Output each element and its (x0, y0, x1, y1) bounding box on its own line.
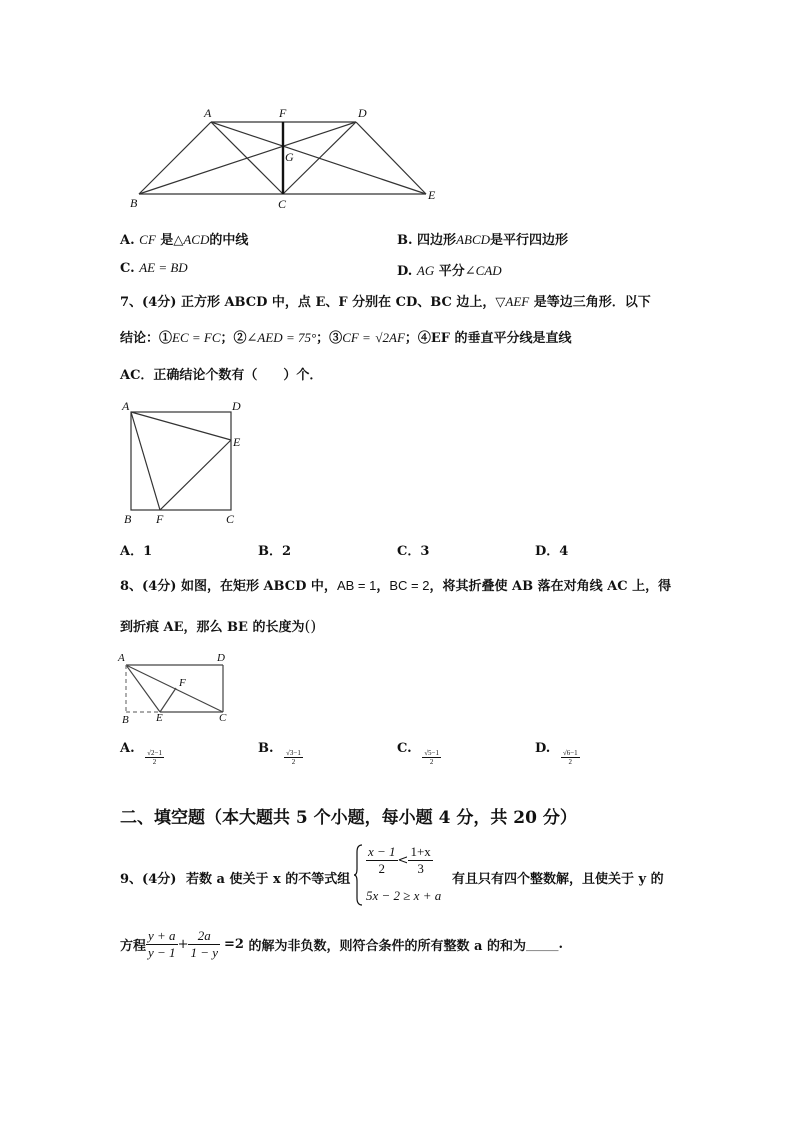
q8-line-ae (126, 665, 160, 712)
q9-brace (354, 844, 364, 906)
q7-line1-math: ▽AEF (495, 294, 530, 309)
q9-answer-blank[interactable]: _____ (525, 937, 559, 952)
q6-opt-c-math: AE = BD (139, 260, 188, 275)
q9-ineq1-den-l: 2 (378, 861, 386, 876)
fig1-label-e: E (428, 188, 436, 202)
q9-pre: 若数 a 使关于 x 的不等式组 (186, 872, 351, 887)
q8-option-c[interactable] (397, 741, 441, 766)
q9-line-2 (120, 928, 563, 961)
fig1-label-f: F (279, 106, 287, 120)
q8-line1-a: 如图，在矩形 ABCD 中， (180, 579, 337, 594)
q8-option-b[interactable] (258, 741, 303, 766)
q9-eq-num1: y + a (148, 928, 176, 943)
q8-opt-den: 2 (568, 758, 573, 766)
q7-opt-value: 3 (420, 544, 430, 559)
q6-opt-a-letter: A. (120, 233, 135, 248)
q8-fig-label-a: A (118, 652, 125, 664)
q8-opt-den: 2 (291, 758, 296, 766)
q8-option-d[interactable] (535, 741, 580, 766)
q9-line2-pre: 方程 (120, 939, 147, 954)
q8-sep: ， (376, 579, 390, 594)
q8-m2: BC = 2 (389, 578, 430, 593)
q8-fig-label-c: C (219, 712, 227, 724)
q7-line2-m3a: CF = (342, 330, 371, 345)
q7-fig-label-e: E (233, 435, 241, 449)
q8-fig-label-b: B (122, 714, 129, 726)
q8-option-a[interactable] (120, 741, 164, 766)
q7-line1-a: 正方形 ABCD 中，点 E、F 分别在 CD、BC 边上， (180, 295, 496, 310)
q9-eq-den2: 1 − y (190, 945, 219, 960)
q7-opt-letter: D． (535, 544, 560, 559)
q8-opt-a-fraction (145, 749, 164, 766)
fig1-label-a: A (204, 106, 212, 120)
q8-opt-num: √2−1 (147, 749, 162, 757)
q6-opt-c-letter: C. (120, 261, 135, 276)
fig1-label-b: B (130, 196, 138, 210)
q6-opt-a-mid: 是 (160, 233, 174, 248)
q6-opt-b-math: ABCD (456, 232, 491, 247)
q8-opt-c-fraction (422, 749, 441, 766)
q6-opt-d-mid: 平分 (438, 264, 465, 279)
q9-ineq1 (366, 844, 433, 877)
q7-line2-m1: EC = FC (172, 330, 221, 345)
q8-line-ef (160, 688, 176, 712)
fig1-label-d: D (358, 106, 367, 120)
q9-number: 9、(4分) (120, 872, 177, 887)
fig1-label-g: G (285, 150, 294, 164)
q8-line-ac (126, 665, 223, 712)
q8-line2: 到折痕 AE，那么 BE 的长度为 (120, 620, 305, 635)
q8-line1-b: ，将其折叠使 AB 落在对角线 AC 上，得 (429, 579, 672, 594)
q7-fig-label-a: A (122, 399, 130, 413)
q6-opt-d-math2: ∠CAD (464, 263, 502, 278)
q8-opt-den: 2 (152, 758, 157, 766)
q7-fig-label-d: D (232, 399, 241, 413)
q8-opt-num: √3−1 (286, 749, 301, 757)
q9-eq-plus: + (177, 937, 189, 952)
q7-opt-letter: B． (258, 544, 282, 559)
q9-end: . (558, 937, 564, 952)
q8-fig-label-d: D (217, 652, 225, 664)
q9-ineq1-num-r: 1+x (410, 844, 431, 859)
q7-line1-b: 是等边三角形．以下 (533, 295, 651, 310)
q8-m1: AB = 1 (336, 578, 377, 593)
q7-opt-value: 4 (559, 544, 569, 559)
q7-opt-letter: A． (120, 544, 144, 559)
q6-opt-d-letter: D. (397, 264, 413, 279)
q9-eq-den1: y − 1 (148, 945, 176, 960)
q8-fig-label-e: E (156, 712, 163, 724)
q7-opt-value: 1 (143, 544, 153, 559)
q6-opt-b-letter: B. (397, 233, 413, 248)
q6-opt-d-math: AG (416, 263, 435, 278)
q8-fig-label-f: F (179, 677, 186, 689)
q6-opt-b-pre: 四边形 (417, 233, 457, 248)
q9-post: 有且只有四个整数解，且使关于 y 的 (452, 872, 664, 887)
q6-opt-b-tail: 是平行四边形 (490, 233, 569, 248)
q8-opt-b-fraction (284, 749, 303, 766)
q8-opt-d-fraction (561, 749, 580, 766)
q8-opt-letter: C. (397, 741, 412, 756)
q7-fig-label-b: B (124, 512, 132, 526)
q7-opt-letter: C． (397, 544, 421, 559)
q9-eq-eq: =2 (224, 937, 244, 952)
q7-opt-value: 2 (282, 544, 292, 559)
q9-ineq1-op: < (397, 853, 409, 868)
q8-opt-letter: D. (535, 741, 551, 756)
q7-fig-label-f: F (156, 512, 164, 526)
q9-line2-post: 的解为非负数，则符合条件的所有整数 a 的和为 (248, 939, 526, 954)
q8-opt-num: √5−1 (424, 749, 439, 757)
q8-opt-num: √6−1 (562, 749, 578, 757)
q6-opt-a-math: CF (139, 232, 156, 247)
fig1-label-c: C (278, 197, 287, 211)
q6-opt-a-math2: △ACD (173, 232, 210, 247)
q7-line-3: AC．正确结论个数有（ ）个． (120, 368, 323, 383)
q7-number: 7、(4分) (120, 295, 177, 310)
section-heading: 二、填空题（本大题共 5 个小题，每小题 4 分，共 20 分） (120, 808, 577, 828)
q8-opt-den: 2 (429, 758, 434, 766)
q7-line2-sep2: ；③ (316, 331, 343, 346)
q7-line2-m3c: AF (389, 330, 405, 345)
q9-ineq1-den-r: 3 (417, 861, 424, 876)
q8-paren: () (304, 617, 317, 635)
q6-opt-a-tail: 的中线 (209, 233, 249, 248)
q7-line2-sep1: ；② (220, 331, 247, 346)
q8-number: 8、(4分) (120, 579, 177, 594)
q7-line2-m2: ∠AED = 75° (246, 330, 317, 345)
q9-ineq1-num-l: x − 1 (368, 844, 396, 859)
q7-line2-a: 结论：① (120, 331, 173, 346)
q9-eq-num2: 2a (188, 928, 220, 945)
q9-ineq2: 5x − 2 ≥ x + a (366, 888, 442, 903)
q7-line2-m3b: √2 (375, 330, 389, 345)
q7-line2-sep3: ；④EF 的垂直平分线是直线 (404, 331, 572, 346)
q8-opt-letter: A. (120, 741, 135, 756)
q8-opt-letter: B. (258, 741, 274, 756)
q7-fig-label-c: C (226, 512, 235, 526)
